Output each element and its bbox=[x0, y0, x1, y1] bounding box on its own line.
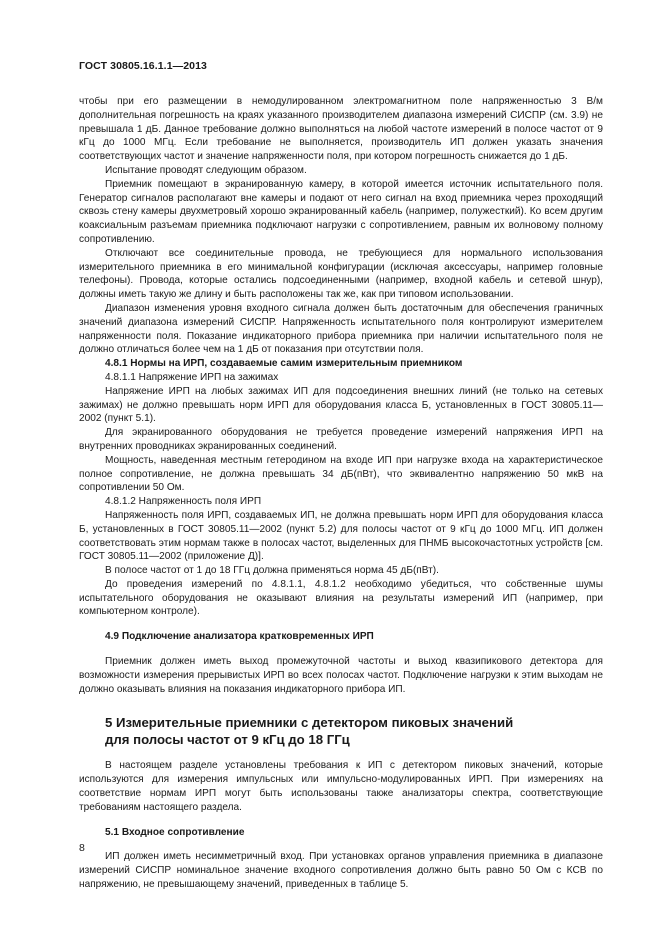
document-body bbox=[79, 95, 603, 892]
paragraph: Приемник должен иметь выход промежуточной частоты и выход квазипикового детектора для возможности измерения прерывистых ИРП во всех полосах частот. Подключение нагрузки к этим выходам не должно оказывать влияния на показания индикаторного прибора ИП. bbox=[79, 656, 603, 695]
clause-heading-4-8-1-2: 4.8.1.2 Напряженность поля ИРП bbox=[105, 496, 262, 508]
paragraph: Приемник помещают в экранированную камеру, в которой имеется источник испытательного поля. Генератор сигналов располагают вне камеры и подают от него сигнал на вход приемника через проходящий сквозь стену камеры двухметровый хорошо экранированный кабель (например, полужесткий). Ко всем другим коаксиальным разъемам приемника подключают нагрузки с сопротивлением, равным их волновому полному сопротивлению. bbox=[79, 178, 603, 245]
paragraph: В настоящем разделе установлены требования к ИП с детектором пиковых значений, которые используются для измерения импульсных или импульсно-модулированных ИРП. При измерениях на соответствие нормам ИРП могут быть использованы также анализаторы спектра, соответствующие требованиям настоящего раздела. bbox=[79, 760, 603, 813]
paragraph: Напряжение ИРП на любых зажимах ИП для подсоединения внешних линий (не только на сетевых зажимах) не должно превышать норм ИРП для оборудования класса Б, установленных в ГОСТ 30805.11—2002 (пункт 5.1). bbox=[79, 385, 603, 425]
section-title-5: 5 Измерительные приемники с детектором пиковых значений bbox=[105, 715, 514, 731]
document-header: ГОСТ 30805.16.1.1—2013 bbox=[79, 60, 207, 72]
paragraph: В полосе частот от 1 до 18 ГГц должна применяться норма 45 дБ(пВт). bbox=[105, 565, 439, 577]
clause-heading-4-8-1-1: 4.8.1.1 Напряжение ИРП на зажимах bbox=[105, 371, 279, 383]
section-title-5-continued: для полосы частот от 9 кГц до 18 ГГц bbox=[105, 732, 350, 748]
paragraph: чтобы при его размещении в немодулированном электромагнитном поле напряженностью 3 В/м дополнительная погрешность на краях указанного производителем диапазона измерений СИСПР (см. 3.9) не превышала 1 дБ. Данное требование должно выполняться на любой частоте измерений в полосе частот от 9 кГц до 1000 МГц. Если требование не выполняется, производитель ИП должен указать значения соответствующих частот и значение напряженности поля, при котором погрешность снижается до 1 дБ. bbox=[79, 96, 603, 163]
paragraph: Напряженность поля ИРП, создаваемых ИП, не должна превышать норм ИРП для оборудования класса Б, установленных в ГОСТ 30805.11—2002 (пункт 5.2) для полосы частот от 9 кГц до 1000 МГц. ИП должен соответствовать этим нормам также в полосах частот, выделенных для ПНМБ высокочастотных устройств [см. ГОСТ 30805.11—2002 (приложение Д)]. bbox=[79, 509, 603, 563]
paragraph: Отключают все соединительные провода, не требующиеся для нормального использования измерительного приемника в его минимальной конфигурации (исключая аксессуары, например головные телефоны). Провода, которые остались подсоединенными (например, входной кабель и сетевой шнур), должны иметь такую же длину и быть расположены так же, как при типовом использовании. bbox=[79, 247, 603, 301]
paragraph: Испытание проводят следующим образом. bbox=[105, 164, 307, 176]
paragraph: Для экранированного оборудования не требуется проведение измерений напряжения ИРП на внутренних проводниках экранированных соединений. bbox=[79, 427, 603, 452]
clause-heading-4-9: 4.9 Подключение анализатора кратковременных ИРП bbox=[105, 631, 374, 643]
page-number: 8 bbox=[79, 842, 85, 854]
paragraph: ИП должен иметь несимметричный вход. При установках органов управления приемника в диапазоне измерений СИСПР номинальное значение входного сопротивления должно быть равно 50 Ом с КСВ по напряжению, не превышающему значений, приведенных в таблице 5. bbox=[79, 851, 603, 891]
clause-heading-4-8-1: 4.8.1 Нормы на ИРП, создаваемые самим измерительным приемником bbox=[105, 358, 463, 370]
paragraph: Диапазон изменения уровня входного сигнала должен быть достаточным для обеспечения граничных значений диапазона измерений СИСПР. Напряженность испытательного поля контролируют измерителем напряженности поля. Показание индикаторного прибора приемника при наличии испытательного поля не должно отличаться более чем на 1 дБ от показания при отсутствии поля. bbox=[79, 302, 603, 356]
paragraph: Мощность, наведенная местным гетеродином на входе ИП при нагрузке входа на характеристическое полное сопротивление, не должна превышать 34 дБ(пВт), что эквивалентно напряжению 50 мкВ на сопротивлении 50 Ом. bbox=[79, 454, 603, 494]
paragraph: До проведения измерений по 4.8.1.1, 4.8.1.2 необходимо убедиться, что собственные шумы испытательного оборудования не оказывают влияния на результаты измерений ИП (например, при компьютерном контроле). bbox=[79, 578, 603, 618]
clause-heading-5-1: 5.1 Входное сопротивление bbox=[105, 826, 245, 838]
